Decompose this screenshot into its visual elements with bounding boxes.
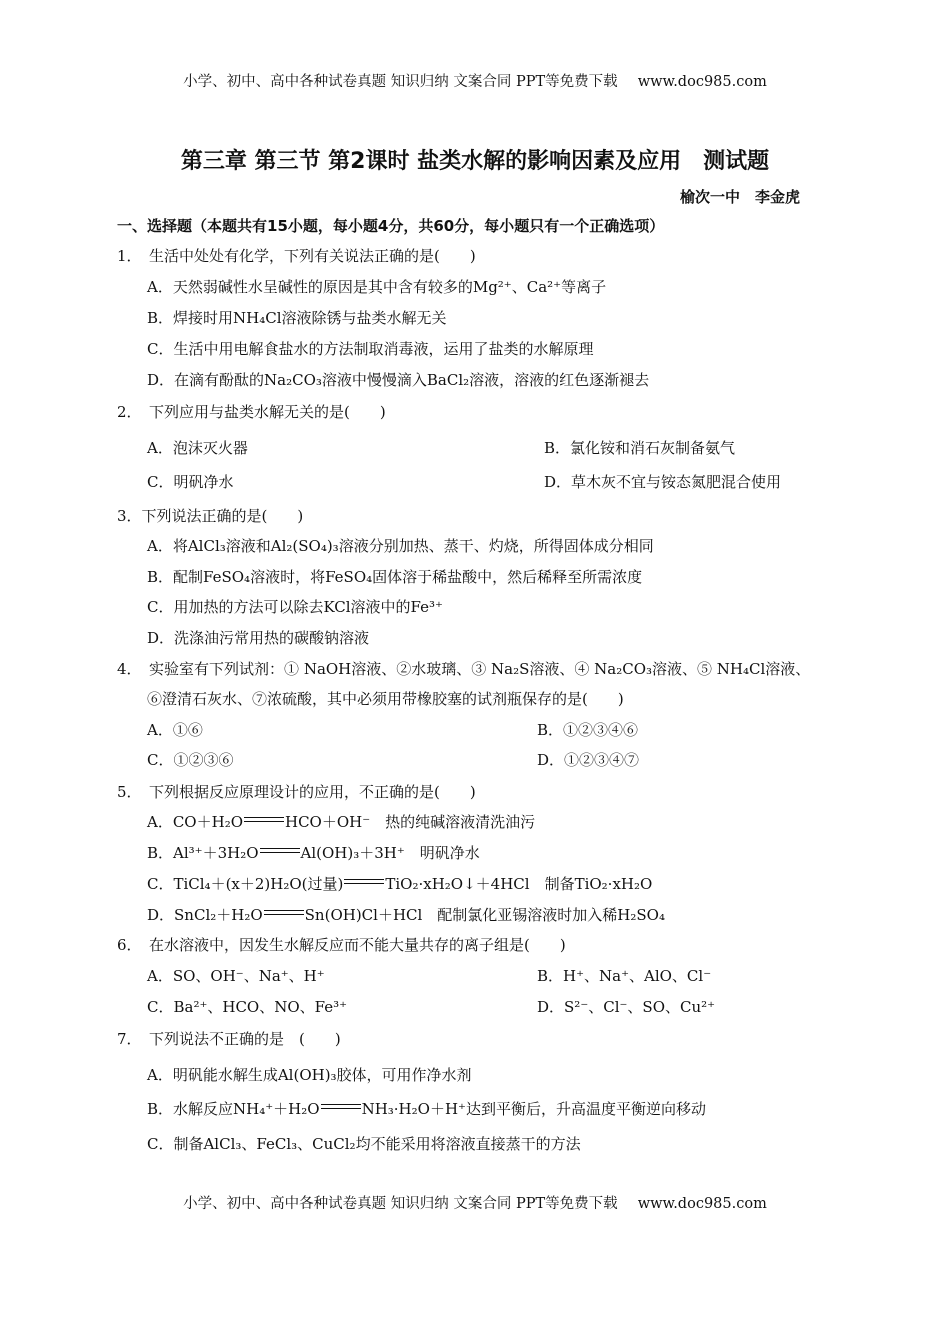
- question-3-option-c: C．用加热的方法可以除去KCl溶液中的Fe³⁺: [147, 598, 443, 616]
- author: 榆次一中 李金虎: [679, 188, 800, 206]
- question-6-option-a: A．SO、OH⁻、Na⁺、H⁺: [147, 967, 325, 985]
- question-7-option-c: C．制备AlCl₃、FeCl₃、CuCl₂均不能采用将溶液直接蒸干的方法: [147, 1135, 581, 1153]
- question-7-option-a: A．明矾能水解生成Al(OH)₃胶体，可用作净水剂: [147, 1066, 472, 1084]
- question-4-option-c: C．①②③⑥: [147, 751, 234, 769]
- question-5-stem: 5． 下列根据反应原理设计的应用，不正确的是( ): [117, 783, 476, 801]
- equation-left: A．CO＋H₂O: [147, 813, 243, 831]
- equilibrium-arrow-icon: [264, 908, 304, 918]
- question-2-option-c: C．明矾净水: [147, 473, 234, 491]
- equilibrium-arrow-icon: [321, 1102, 361, 1112]
- equation-left: B．Al³⁺＋3H₂O: [147, 844, 259, 862]
- question-5-option-d: [147, 905, 665, 925]
- equilibrium-arrow-icon: [344, 877, 384, 887]
- footer-text: 小学、初中、高中各种试卷真题 知识归纳 文案合同 PPT等免费下载: [183, 1196, 618, 1212]
- question-5-option-a: [147, 812, 535, 832]
- question-3-stem: 3．下列说法正确的是( ): [117, 507, 304, 525]
- question-7-stem: 7． 下列说法不正确的是 ( ): [117, 1030, 341, 1048]
- question-6-option-c: C．Ba²⁺、HCO、NO、Fe³⁺: [147, 998, 348, 1016]
- equation-left: C．TiCl₄＋(x＋2)H₂O(过量): [147, 875, 344, 893]
- question-5-option-b: [147, 843, 480, 863]
- question-4-stem: 4． 实验室有下列试剂：① NaOH溶液、②水玻璃、③ Na₂S溶液、④ Na₂CO₃溶液、⑤ NH₄Cl溶液、: [117, 660, 811, 678]
- question-4-option-d: D．①②③④⑦: [537, 751, 640, 769]
- question-6-option-b: B．H⁺、Na⁺、AlO、Cl⁻: [537, 967, 712, 985]
- equation-right: NH₃·H₂O＋H⁺达到平衡后，升高温度平衡逆向移动: [361, 1100, 706, 1118]
- equation-left: B．水解反应NH₄⁺＋H₂O: [147, 1100, 320, 1118]
- question-3-option-d: D．洗涤油污常用热的碳酸钠溶液: [147, 629, 370, 647]
- question-4-option-a: A．①⑥: [147, 721, 203, 739]
- question-4-option-b: B．①②③④⑥: [537, 721, 639, 739]
- question-1-option-d: D．在滴有酚酞的Na₂CO₃溶液中慢慢滴入BaCl₂溶液，溶液的红色逐渐褪去: [147, 371, 650, 389]
- question-1-option-c: C．生活中用电解食盐水的方法制取消毒液，运用了盐类的水解原理: [147, 340, 594, 358]
- equilibrium-arrow-icon: [260, 846, 300, 856]
- section-heading: 一、选择题（本题共有15小题，每小题4分，共60分，每小题只有一个正确选项）: [117, 217, 665, 235]
- question-1-option-b: B．焊接时用NH₄Cl溶液除锈与盐类水解无关: [147, 309, 447, 327]
- header-text: 小学、初中、高中各种试卷真题 知识归纳 文案合同 PPT等免费下载: [183, 74, 618, 90]
- question-1-option-a: A．天然弱碱性水呈碱性的原因是其中含有较多的Mg²⁺、Ca²⁺等离子: [147, 278, 607, 296]
- question-3-option-b: B．配制FeSO₄溶液时，将FeSO₄固体溶于稀盐酸中，然后稀释至所需浓度: [147, 568, 643, 586]
- page-header: [0, 70, 950, 91]
- header-url[interactable]: www.doc985.com: [637, 74, 767, 90]
- question-2-option-a: A．泡沫灭火器: [147, 439, 248, 457]
- question-2-option-b: B．氯化铵和消石灰制备氨气: [544, 439, 736, 457]
- equation-right: Al(OH)₃＋3H⁺ 明矾净水: [300, 844, 480, 862]
- equation-right: HCO＋OH⁻ 热的纯碱溶液清洗油污: [285, 813, 536, 831]
- question-3-option-a: A．将AlCl₃溶液和Al₂(SO₄)₃溶液分别加热、蒸干、灼烧，所得固体成分相同: [147, 537, 654, 555]
- question-4-stem-continued: ⑥澄清石灰水、⑦浓硫酸，其中必须用带橡胶塞的试剂瓶保存的是( ): [147, 690, 624, 708]
- question-6-stem: 6． 在水溶液中，因发生水解反应而不能大量共存的离子组是( ): [117, 936, 566, 954]
- question-2-stem: 2． 下列应用与盐类水解无关的是( ): [117, 403, 386, 421]
- equation-right: Sn(OH)Cl＋HCl 配制氯化亚锡溶液时加入稀H₂SO₄: [304, 906, 665, 924]
- question-1-stem: 1． 生活中处处有化学，下列有关说法正确的是( ): [117, 247, 476, 265]
- equilibrium-arrow-icon: [244, 815, 284, 825]
- question-7-option-b: [147, 1099, 706, 1119]
- page-title: 第三章 第三节 第2课时 盐类水解的影响因素及应用 测试题: [180, 149, 770, 174]
- question-6-option-d: D．S²⁻、Cl⁻、SO、Cu²⁺: [537, 998, 716, 1016]
- equation-right: TiO₂·xH₂O↓＋4HCl 制备TiO₂·xH₂O: [385, 875, 653, 893]
- question-5-option-c: [147, 874, 652, 894]
- page-footer: [0, 1192, 950, 1213]
- footer-url[interactable]: www.doc985.com: [637, 1196, 767, 1212]
- equation-left: D．SnCl₂＋H₂O: [147, 906, 263, 924]
- question-2-option-d: D．草木灰不宜与铵态氮肥混合使用: [544, 473, 782, 491]
